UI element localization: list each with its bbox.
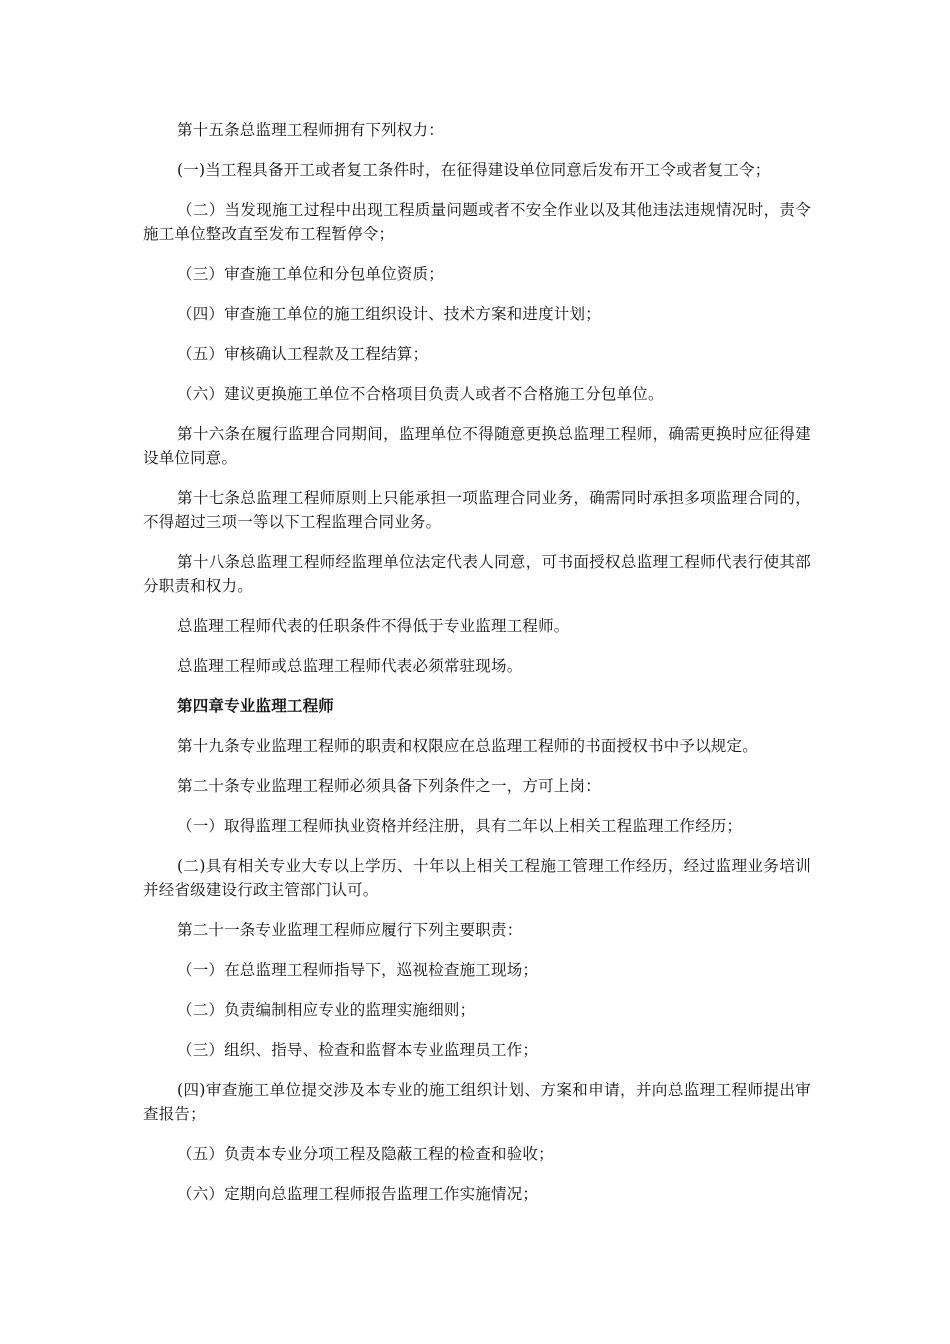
paragraph: （六）建议更换施工单位不合格项目负责人或者不合格施工分包单位。 [177, 385, 664, 403]
paragraph: （六）定期向总监理工程师报告监理工作实施情况； [177, 1185, 539, 1203]
paragraph: （五）审核确认工程款及工程结算； [177, 345, 429, 363]
paragraph: （二）当发现施工过程中出现工程质量问题或者不安全作业以及其他违法违规情况时，责令施工单位整改直至发布工程暂停令； [143, 201, 811, 243]
paragraph: (四)审查施工单位提交涉及本专业的施工组织计划、方案和申请，并向总监理工程师提出审查报告； [143, 1081, 811, 1123]
paragraph: (二)具有相关专业大专以上学历、十年以上相关工程施工管理工作经历，经过监理业务培训并经省级建设行政主管部门认可。 [143, 857, 811, 899]
paragraph: （四）审查施工单位的施工组织设计、技术方案和进度计划； [177, 305, 601, 323]
paragraph: (一)当工程具备开工或者复工条件时，在征得建设单位同意后发布开工令或者复工令； [177, 161, 771, 179]
paragraph: （三）组织、指导、检查和监督本专业监理员工作； [177, 1041, 539, 1059]
paragraph: （二）负责编制相应专业的监理实施细则； [177, 1001, 476, 1019]
paragraph: （五）负责本专业分项工程及隐蔽工程的检查和验收； [177, 1145, 554, 1163]
paragraph: 第十九条专业监理工程师的职责和权限应在总监理工程师的书面授权书中予以规定。 [177, 737, 758, 755]
paragraph: （一）取得监理工程师执业资格并经注册，具有二年以上相关工程监理工作经历； [177, 817, 743, 835]
paragraph: 第二十条专业监理工程师必须具备下列条件之一，方可上岗： [177, 777, 601, 795]
paragraph: 第十六条在履行监理合同期间，监理单位不得随意更换总监理工程师，确需更换时应征得建设单位同意。 [143, 425, 811, 467]
document-body [143, 118, 811, 1222]
paragraph: 第十七条总监理工程师原则上只能承担一项监理合同业务，确需同时承担多项监理合同的，不得超过三项一等以下工程监理合同业务。 [143, 489, 811, 531]
paragraph: 第十五条总监理工程师拥有下列权力： [177, 121, 444, 139]
paragraph: 总监理工程师或总监理工程师代表必须常驻现场。 [177, 657, 523, 675]
paragraph: （三）审查施工单位和分包单位资质； [177, 265, 444, 283]
paragraph: 总监理工程师代表的任职条件不得低于专业监理工程师。 [177, 617, 570, 635]
paragraph: 第二十一条专业监理工程师应履行下列主要职责： [177, 921, 523, 939]
paragraph: 第十八条总监理工程师经监理单位法定代表人同意，可书面授权总监理工程师代表行使其部分职责和权力。 [143, 553, 811, 595]
paragraph: （一）在总监理工程师指导下，巡视检查施工现场； [177, 961, 539, 979]
chapter-heading: 第四章专业监理工程师 [177, 696, 335, 715]
